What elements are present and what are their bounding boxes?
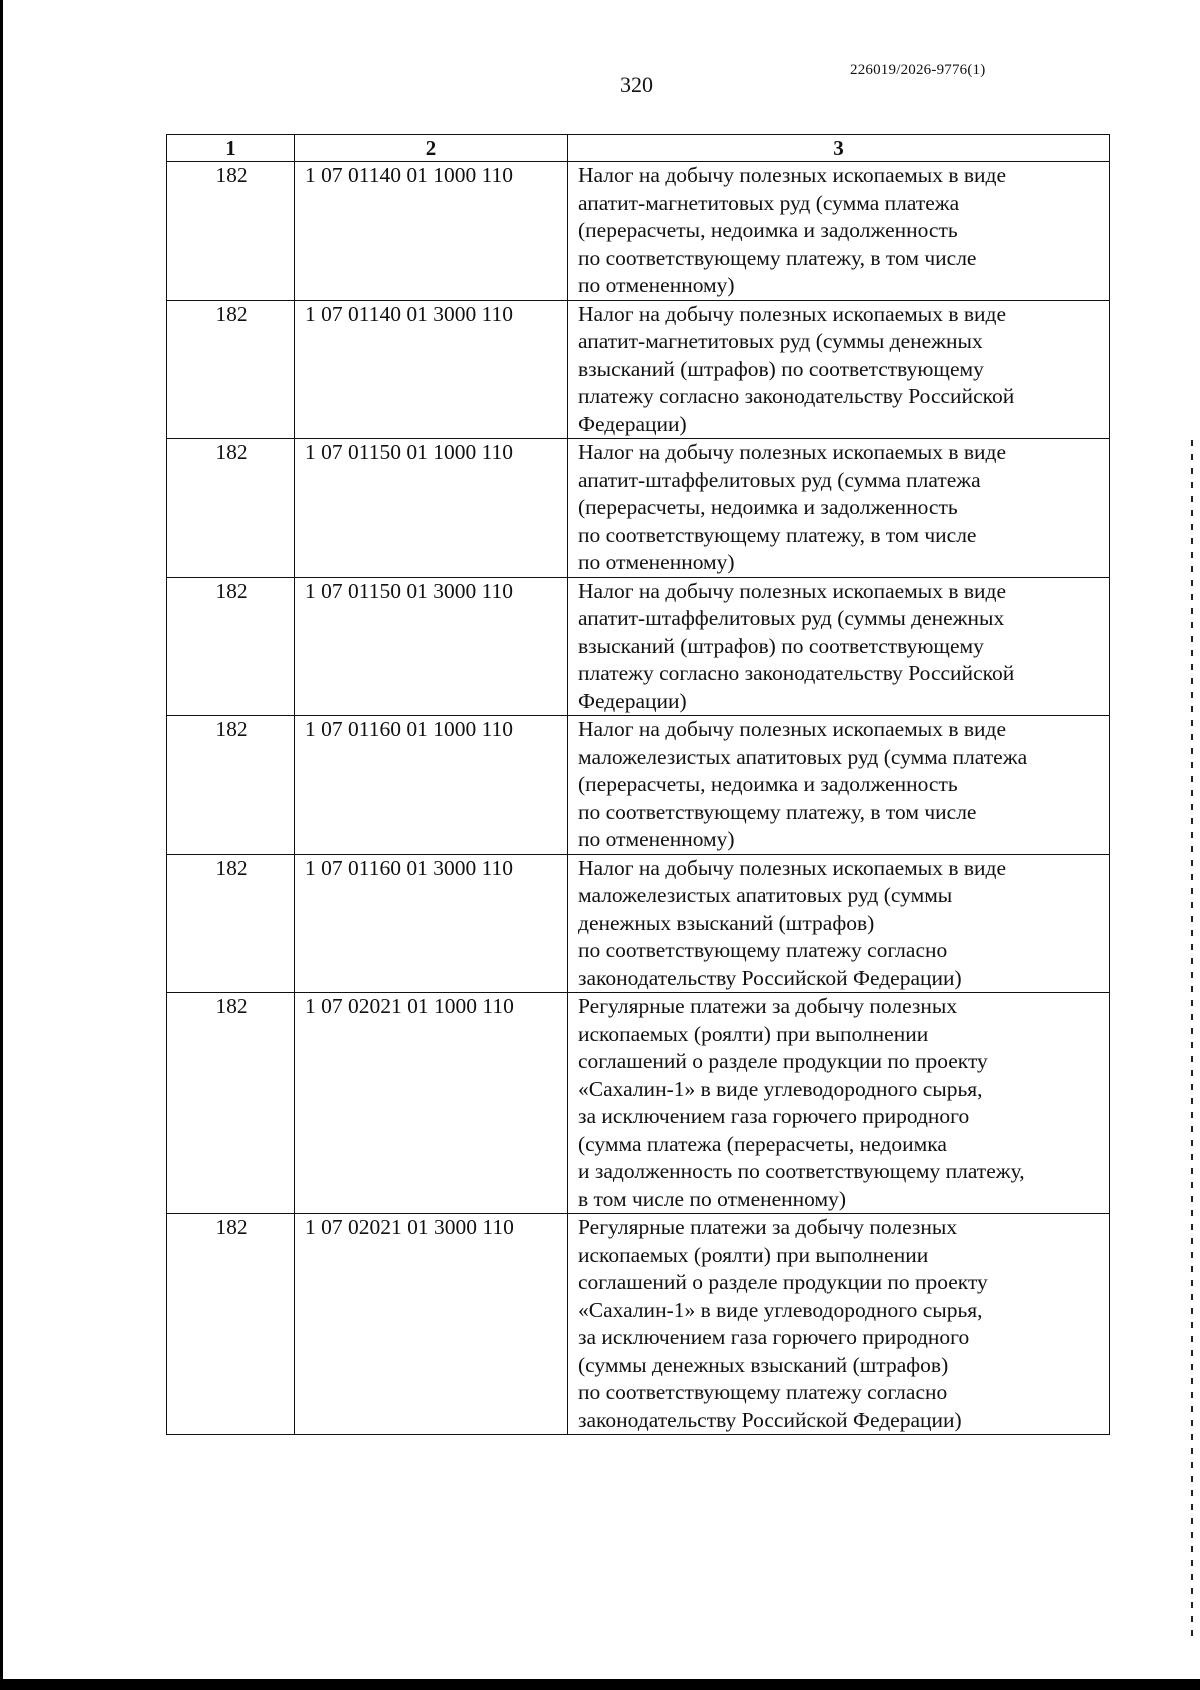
income-name-line: Налог на добычу полезных ископаемых в виде xyxy=(578,301,1007,326)
income-name-line: апатит-штаффелитовых руд (суммы денежных xyxy=(578,606,1005,630)
income-name-cell xyxy=(568,1214,1110,1435)
income-name-line: по отмененному) xyxy=(578,273,735,297)
table-row xyxy=(167,854,1110,993)
income-name-line: Налог на добычу полезных ископаемых в виде xyxy=(578,717,1007,741)
table-row xyxy=(167,1214,1110,1435)
income-name-cell xyxy=(568,993,1110,1214)
income-name-line: «Сахалин-1» в виде углеводородного сырья, xyxy=(578,1297,983,1322)
income-name-line: законодательству Российской Федерации) xyxy=(578,965,962,990)
income-name-line: платежу согласно законодательству Российской xyxy=(578,384,1015,408)
income-name-line: за исключением газа горючего природного xyxy=(578,1104,970,1128)
income-name-line: соглашений о разделе продукции по проекту xyxy=(578,1270,988,1294)
admin-code-cell: 182 xyxy=(167,854,295,993)
table-row xyxy=(167,439,1110,578)
income-name-line: (перерасчеты, недоимка и задолженность xyxy=(578,218,958,242)
income-name-line: по соответствующему платежу согласно xyxy=(578,1380,948,1404)
income-name-line: в том числе по отмененному) xyxy=(578,1186,847,1211)
budget-code-cell: 1 07 01140 01 1000 110 xyxy=(295,162,568,301)
column-header-1: 1 xyxy=(167,135,295,162)
income-name-cell xyxy=(568,716,1110,855)
budget-classification-table xyxy=(166,134,1110,1435)
budget-code-cell: 1 07 01160 01 1000 110 xyxy=(295,716,568,855)
income-name-line: взысканий (штрафов) по соответствующему xyxy=(578,356,984,381)
income-name-line: Регулярные платежи за добычу полезных xyxy=(578,1215,958,1239)
admin-code-cell: 182 xyxy=(167,716,295,855)
income-name-line: по соответствующему платежу согласно xyxy=(578,938,948,962)
income-name-line: ископаемых (роялти) при выполнении xyxy=(578,1242,929,1267)
income-name-line: платежу согласно законодательству Российской xyxy=(578,661,1015,685)
table-header-row xyxy=(167,135,1110,162)
income-name-line: и задолженность по соответствующему платежу, xyxy=(578,1159,1025,1183)
scan-dashed-margin xyxy=(1191,440,1193,1640)
income-name-line: апатит-магнетитовых руд (сумма платежа xyxy=(578,190,960,215)
admin-code-cell: 182 xyxy=(167,439,295,578)
income-name-line: по соответствующему платежу, в том числе xyxy=(578,245,977,270)
income-name-line: взысканий (штрафов) по соответствующему xyxy=(578,633,984,658)
budget-code-cell: 1 07 01150 01 1000 110 xyxy=(295,439,568,578)
income-name-line: по соответствующему платежу, в том числе xyxy=(578,799,977,824)
income-name-line: (суммы денежных взысканий (штрафов) xyxy=(578,1352,949,1377)
column-header-3: 3 xyxy=(568,135,1110,162)
income-name-line: маложелезистых апатитовых руд (суммы xyxy=(578,883,953,907)
admin-code-cell: 182 xyxy=(167,1214,295,1435)
income-name-line: денежных взысканий (штрафов) xyxy=(578,910,875,935)
income-name-line: Налог на добычу полезных ископаемых в виде xyxy=(578,440,1007,464)
income-name-line: Налог на добычу полезных ископаемых в виде xyxy=(578,855,1007,880)
column-header-2: 2 xyxy=(295,135,568,162)
admin-code-cell: 182 xyxy=(167,300,295,439)
income-name-line: Налог на добычу полезных ископаемых в виде xyxy=(578,163,1007,187)
income-name-cell xyxy=(568,854,1110,993)
income-name-cell xyxy=(568,162,1110,301)
table-row xyxy=(167,577,1110,716)
income-name-line: (сумма платежа (перерасчеты, недоимка xyxy=(578,1131,947,1156)
income-name-cell xyxy=(568,300,1110,439)
document-number: 226019/2026-9776(1) xyxy=(850,62,986,78)
admin-code-cell: 182 xyxy=(167,162,295,301)
income-name-line: маложелезистых апатитовых руд (сумма платежа xyxy=(578,744,1028,769)
table-row xyxy=(167,716,1110,855)
budget-code-cell: 1 07 01140 01 3000 110 xyxy=(295,300,568,439)
budget-code-cell: 1 07 02021 01 1000 110 xyxy=(295,993,568,1214)
income-name-line: соглашений о разделе продукции по проекту xyxy=(578,1049,988,1073)
income-name-line: Федерации) xyxy=(578,688,687,713)
income-name-line: по отмененному) xyxy=(578,827,735,851)
scan-border-bottom xyxy=(0,1679,1200,1690)
budget-code-cell: 1 07 01160 01 3000 110 xyxy=(295,854,568,993)
income-name-line: по отмененному) xyxy=(578,550,735,574)
income-name-line: (перерасчеты, недоимка и задолженность xyxy=(578,495,958,519)
income-name-line: за исключением газа горючего природного xyxy=(578,1325,970,1349)
income-name-line: Регулярные платежи за добычу полезных xyxy=(578,994,958,1018)
income-name-line: апатит-штаффелитовых руд (сумма платежа xyxy=(578,467,981,492)
table-row xyxy=(167,162,1110,301)
admin-code-cell: 182 xyxy=(167,577,295,716)
income-name-cell xyxy=(568,439,1110,578)
table-body xyxy=(167,162,1110,1435)
income-name-line: (перерасчеты, недоимка и задолженность xyxy=(578,772,958,796)
income-name-line: законодательству Российской Федерации) xyxy=(578,1407,962,1432)
income-name-cell xyxy=(568,577,1110,716)
income-name-line: «Сахалин-1» в виде углеводородного сырья, xyxy=(578,1076,983,1101)
budget-code-cell: 1 07 01150 01 3000 110 xyxy=(295,577,568,716)
income-name-line: ископаемых (роялти) при выполнении xyxy=(578,1021,929,1046)
table-row xyxy=(167,993,1110,1214)
income-name-line: Федерации) xyxy=(578,411,687,436)
scan-border-left xyxy=(0,0,3,1690)
table-row xyxy=(167,300,1110,439)
income-name-line: Налог на добычу полезных ископаемых в виде xyxy=(578,578,1007,603)
budget-code-cell: 1 07 02021 01 3000 110 xyxy=(295,1214,568,1435)
page-number: 320 xyxy=(620,72,653,97)
income-name-line: апатит-магнетитовых руд (суммы денежных xyxy=(578,329,983,353)
admin-code-cell: 182 xyxy=(167,993,295,1214)
income-name-line: по соответствующему платежу, в том числе xyxy=(578,522,977,547)
